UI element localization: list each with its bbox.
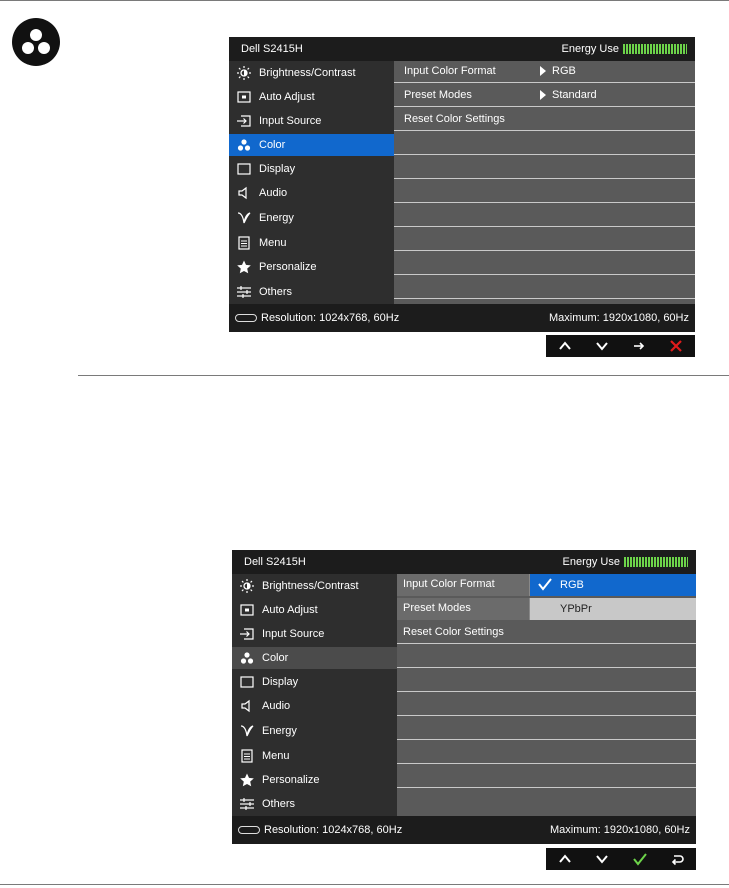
menu-item-label: Brightness/Contrast — [259, 67, 356, 79]
menu-item-others[interactable] — [232, 793, 397, 815]
menu-icon — [237, 236, 251, 250]
right-arrow-icon — [632, 339, 646, 353]
main-menu — [232, 574, 397, 816]
cable-icon — [235, 314, 257, 322]
empty-row — [394, 181, 695, 203]
bottom-divider — [0, 884, 729, 885]
up-button[interactable] — [555, 338, 575, 354]
osd-title-bar — [232, 550, 696, 574]
menu-item-label: Display — [262, 676, 299, 688]
down-button[interactable] — [592, 338, 612, 354]
input-source-icon — [237, 114, 251, 128]
energy-use — [562, 43, 687, 55]
menu-item-label: Auto Adjust — [259, 91, 315, 103]
menu-item-label: Energy — [262, 725, 297, 737]
energy-meter — [623, 44, 687, 54]
menu-item-brightness-contrast[interactable] — [229, 62, 394, 84]
resolution: Resolution: 1024x768, 60Hz — [238, 824, 402, 836]
top-divider — [0, 0, 729, 1]
down-button[interactable] — [592, 851, 612, 867]
empty-row — [397, 646, 696, 668]
submenu-panel — [397, 574, 696, 816]
setting-label: Preset Modes — [404, 89, 472, 101]
empty-row — [394, 277, 695, 299]
menu-item-auto-adjust[interactable] — [229, 86, 394, 108]
setting-label: Input Color Format — [403, 578, 495, 590]
up-button[interactable] — [555, 851, 575, 867]
color-section-icon — [12, 18, 60, 66]
setting-label: Preset Modes — [403, 602, 471, 614]
others-icon — [240, 797, 254, 811]
status-bar — [232, 816, 696, 844]
menu-item-menu[interactable] — [232, 745, 397, 767]
check-icon — [633, 852, 647, 866]
brightness-icon — [240, 579, 254, 593]
menu-item-label: Auto Adjust — [262, 604, 318, 616]
setting-reset-color[interactable] — [397, 622, 696, 644]
energy-use-label: Energy Use — [561, 43, 619, 55]
menu-item-menu[interactable] — [229, 232, 394, 254]
menu-item-label: Menu — [259, 237, 287, 249]
menu-icon — [240, 749, 254, 763]
menu-item-label: Personalize — [259, 261, 317, 273]
option-ypbpr[interactable] — [530, 598, 696, 620]
audio-icon — [240, 699, 254, 713]
brightness-icon — [237, 66, 251, 80]
star-icon — [237, 260, 251, 274]
setting-preset-modes[interactable] — [394, 85, 695, 107]
middle-divider — [78, 375, 729, 376]
energy-use-label: Energy Use — [562, 556, 620, 568]
right-button[interactable] — [629, 338, 649, 354]
cable-icon — [238, 826, 260, 834]
menu-item-label: Brightness/Contrast — [262, 580, 359, 592]
back-icon — [670, 852, 684, 866]
option-label: YPbPr — [560, 603, 592, 615]
empty-row — [397, 766, 696, 788]
menu-item-energy[interactable] — [232, 720, 397, 742]
setting-value: RGB — [540, 65, 576, 77]
osd-menu-1 — [229, 37, 695, 332]
menu-item-display[interactable] — [229, 158, 394, 180]
empty-row — [397, 742, 696, 764]
button-guide-2 — [546, 848, 696, 870]
max-resolution: Maximum: 1920x1080, 60Hz — [548, 312, 689, 324]
option-label: RGB — [560, 579, 584, 591]
empty-row — [394, 229, 695, 251]
setting-reset-color[interactable] — [394, 109, 695, 131]
menu-item-display[interactable] — [232, 671, 397, 693]
menu-item-label: Others — [262, 798, 296, 810]
empty-row — [394, 157, 695, 179]
osd-menu-2 — [232, 550, 696, 844]
monitor-model: Dell S2415H — [241, 43, 303, 55]
input-source-icon — [240, 627, 254, 641]
setting-value: Standard — [540, 89, 597, 101]
energy-icon — [240, 724, 254, 738]
display-icon — [237, 162, 251, 176]
close-icon — [669, 339, 683, 353]
setting-preset-modes[interactable] — [397, 598, 530, 620]
empty-row — [397, 718, 696, 740]
star-icon — [240, 773, 254, 787]
energy-icon — [237, 211, 251, 225]
menu-item-label: Others — [259, 286, 293, 298]
energy-meter — [624, 557, 688, 567]
menu-item-label: Energy — [259, 212, 294, 224]
empty-row — [397, 670, 696, 692]
color-icon — [237, 138, 251, 152]
down-icon — [595, 852, 609, 866]
empty-row — [397, 790, 696, 812]
auto-adjust-icon — [237, 90, 251, 104]
submenu-panel — [394, 61, 695, 304]
menu-item-label: Personalize — [262, 774, 320, 786]
menu-item-label: Display — [259, 163, 296, 175]
color-icon — [240, 651, 254, 665]
down-icon — [595, 339, 609, 353]
menu-item-label: Audio — [262, 700, 291, 712]
menu-item-input-source[interactable] — [229, 110, 394, 132]
up-icon — [558, 852, 572, 866]
status-bar — [229, 304, 695, 332]
empty-row — [394, 205, 695, 227]
others-icon — [237, 285, 251, 299]
setting-label: Reset Color Settings — [404, 113, 505, 125]
menu-item-audio[interactable] — [232, 695, 397, 717]
menu-item-brightness-contrast[interactable] — [232, 575, 397, 597]
menu-item-personalize[interactable] — [232, 769, 397, 791]
check-icon — [538, 577, 556, 594]
osd-title-bar — [229, 37, 695, 61]
back-button[interactable] — [667, 851, 687, 867]
menu-item-label: Input Source — [262, 628, 325, 640]
empty-row — [394, 253, 695, 275]
menu-item-energy[interactable] — [229, 207, 394, 229]
display-icon — [240, 675, 254, 689]
menu-item-audio[interactable] — [229, 182, 394, 204]
menu-item-input-source[interactable] — [232, 623, 397, 645]
arrow-right-icon — [540, 90, 546, 100]
setting-input-color-format[interactable] — [397, 574, 530, 596]
monitor-model: Dell S2415H — [244, 556, 306, 568]
confirm-button[interactable] — [630, 851, 650, 867]
auto-adjust-icon — [240, 603, 254, 617]
menu-item-color[interactable] — [232, 647, 397, 669]
menu-item-color[interactable] — [229, 134, 394, 156]
menu-item-label: Menu — [262, 750, 290, 762]
max-resolution: Maximum: 1920x1080, 60Hz — [549, 824, 690, 836]
audio-icon — [237, 186, 251, 200]
up-icon — [558, 339, 572, 353]
setting-input-color-format[interactable] — [394, 61, 695, 83]
menu-item-label: Color — [259, 139, 286, 151]
energy-use — [563, 556, 688, 568]
menu-item-label: Color — [262, 652, 289, 664]
empty-row — [394, 133, 695, 155]
setting-label: Input Color Format — [404, 65, 496, 77]
menu-item-label: Audio — [259, 187, 288, 199]
setting-label: Reset Color Settings — [403, 626, 504, 638]
arrow-right-icon — [540, 66, 546, 76]
menu-item-others[interactable] — [229, 281, 394, 303]
resolution: Resolution: 1024x768, 60Hz — [235, 312, 399, 324]
menu-item-personalize[interactable] — [229, 256, 394, 278]
menu-item-auto-adjust[interactable] — [232, 599, 397, 621]
button-guide-1 — [546, 335, 695, 357]
option-rgb[interactable] — [530, 574, 696, 596]
empty-row — [397, 694, 696, 716]
menu-item-label: Input Source — [259, 115, 322, 127]
main-menu — [229, 61, 394, 304]
close-button[interactable] — [666, 338, 686, 354]
